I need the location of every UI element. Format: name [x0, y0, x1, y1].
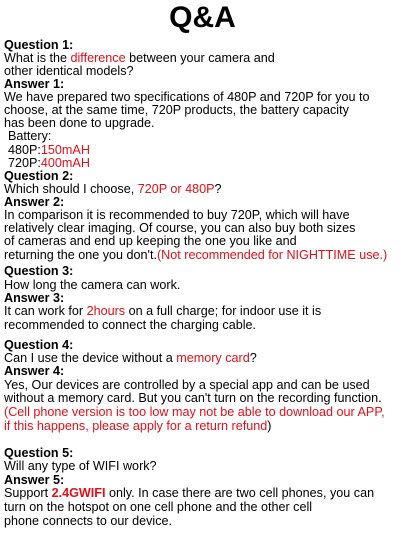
answer-4-text-line-2: without a memory card. But you can't turn on the recording function. — [4, 391, 382, 405]
question-4-label: Question 4: — [4, 338, 74, 352]
answer-2-text-line-4: returning the one you don't.(Not recommended for NIGHTTIME use.) — [4, 248, 388, 262]
highlight-difference: difference — [70, 51, 126, 65]
battery-480p: 480P:150mAH — [8, 143, 90, 157]
highlight-2-4gwifi: 2.4GWIFI — [51, 486, 106, 500]
question-5-label: Question 5: — [4, 446, 74, 460]
answer-4-text-line-1: Yes, Our devices are controlled by a special app and can be used — [4, 378, 370, 392]
answer-5-text-line-3: phone connects to our device. — [4, 514, 173, 528]
answer-1-text-line-1: We have prepared two specifications of 480P and 720P for you to — [4, 90, 370, 104]
answer-1-label: Answer 1: — [4, 77, 65, 91]
answer-4-text-line-3: (Cell phone version is too low may not be able to download our APP, — [4, 405, 385, 419]
question-1-text-line-2: other identical models? — [4, 64, 134, 78]
answer-4-label: Answer 4: — [4, 364, 65, 378]
answer-5-text-line-2: turn on the hotspot on one cell phone and the other cell — [4, 500, 313, 514]
answer-2-text-line-2: relatively clear imaging. Of course, you can also buy both sizes — [4, 221, 356, 235]
battery-480p-value: 150mAH — [40, 143, 90, 157]
answer-3-text-line-1: It can work for 2hours on a full charge; for indoor use it is — [4, 304, 322, 318]
question-1-label: Question 1: — [4, 38, 74, 52]
answer-1-text-line-2: choose, at the same time, 720P products, the battery capacity — [4, 103, 349, 117]
page-title: Q&A — [169, 1, 236, 34]
question-3-text: How long the camera can work. — [4, 278, 181, 292]
return-refund-note: if this happens, please apply for a return refund — [4, 419, 268, 433]
answer-5-label: Answer 5: — [4, 473, 65, 487]
highlight-2hours: 2hours — [86, 304, 126, 318]
answer-3-text-line-2: recommended to connect the charging cable. — [4, 318, 257, 332]
battery-720p: 720P:400mAH — [8, 156, 90, 170]
answer-3-label: Answer 3: — [4, 291, 65, 305]
battery-label: Battery: — [8, 129, 52, 143]
battery-720p-value: 400mAH — [40, 156, 90, 170]
question-3-label: Question 3: — [4, 264, 74, 278]
nighttime-warning: (Not recommended for NIGHTTIME use.) — [156, 248, 388, 262]
answer-2-text-line-3: of cameras and end up keeping the one you like and — [4, 234, 297, 248]
question-5-text: Will any type of WIFI work? — [4, 459, 157, 473]
question-1-text-line-1: What is the difference between your camera and — [4, 51, 275, 65]
answer-5-text-line-1: Support 2.4GWIFI only. In case there are two cell phones, you can — [4, 486, 375, 500]
answer-4-text-line-4: if this happens, please apply for a return refund) — [4, 419, 272, 433]
question-4-text: Can I use the device without a memory card? — [4, 351, 257, 365]
question-2-text: Which should I choose, 720P or 480P? — [4, 182, 222, 196]
answer-1-text-line-3: has been done to upgrade. — [4, 116, 155, 130]
answer-2-text-line-1: In comparison it is recommended to buy 720P, which will have — [4, 208, 350, 222]
highlight-720p-or-480p: 720P or 480P — [137, 182, 215, 196]
highlight-memory-card: memory card — [176, 351, 250, 365]
answer-2-label: Answer 2: — [4, 195, 65, 209]
question-2-label: Question 2: — [4, 169, 74, 183]
